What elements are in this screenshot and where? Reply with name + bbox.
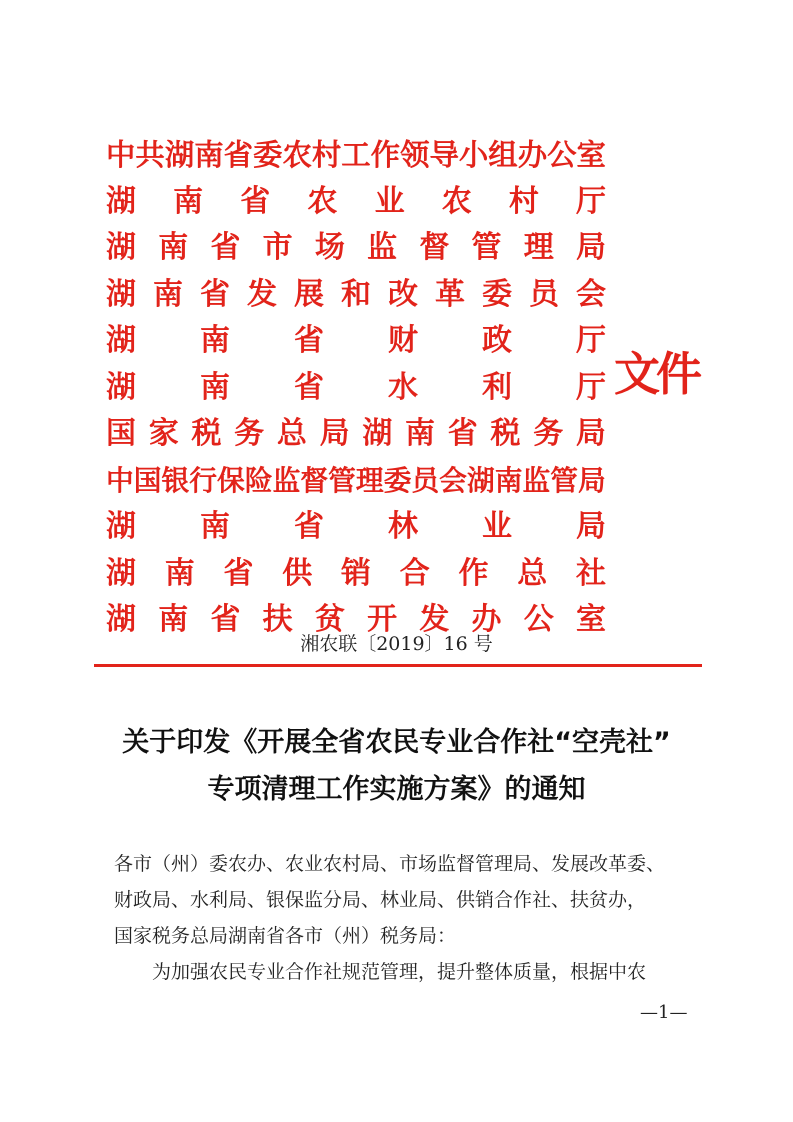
- issuer-name: 湖 南 省 扶 贫 开 发 办 公 室: [106, 602, 606, 637]
- page-number: —1—: [640, 1002, 688, 1023]
- addressee-line: 财政局、水利局、银保监分局、林业局、供销合作社、扶贫办，: [114, 889, 647, 911]
- addressee: [114, 846, 700, 954]
- title-line-2: 专项清理工作实施方案》的通知: [207, 774, 586, 805]
- red-divider: [94, 664, 702, 667]
- issuer-name: 湖 南 省 农 业 农 村 厅: [106, 183, 606, 219]
- issuer-name: 国 家 税 务 总 局 湖 南 省 税 务 局: [106, 416, 606, 451]
- issuer-name: 湖 南 省 供 销 合 作 总 社: [106, 555, 606, 591]
- issuer-name: 湖 南 省 发 展 和 改 革 委 员 会: [106, 276, 606, 312]
- issuer-name: 湖 南 省 林 业 局: [106, 509, 606, 544]
- document-label: 文件: [614, 347, 698, 401]
- issuing-agencies: [106, 132, 606, 644]
- title-line-1: 关于印发《开展全省农民专业合作社“空壳社”: [122, 727, 671, 758]
- issuer-name: 中国银行保险监督管理委员会湖南监管局: [106, 463, 606, 497]
- issuer-name: 中共湖南省委农村工作领导小组办公室: [106, 137, 606, 172]
- addressee-line: 各市（州）委农办、农业农村局、市场监督管理局、发展改革委、: [114, 853, 666, 875]
- document-number: 湘农联〔2019〕16 号: [300, 633, 493, 655]
- intro-paragraph: 为加强农民专业合作社规范管理，提升整体质量，根据中农: [152, 961, 647, 983]
- issuer-name: 湖 南 省 财 政 厅: [106, 323, 606, 358]
- addressee-line: 国家税务总局湖南省各市（州）税务局：: [114, 925, 457, 947]
- issuer-name: 湖 南 省 水 利 厅: [106, 369, 606, 405]
- issuer-name: 湖 南 省 市 场 监 督 管 理 局: [106, 230, 606, 265]
